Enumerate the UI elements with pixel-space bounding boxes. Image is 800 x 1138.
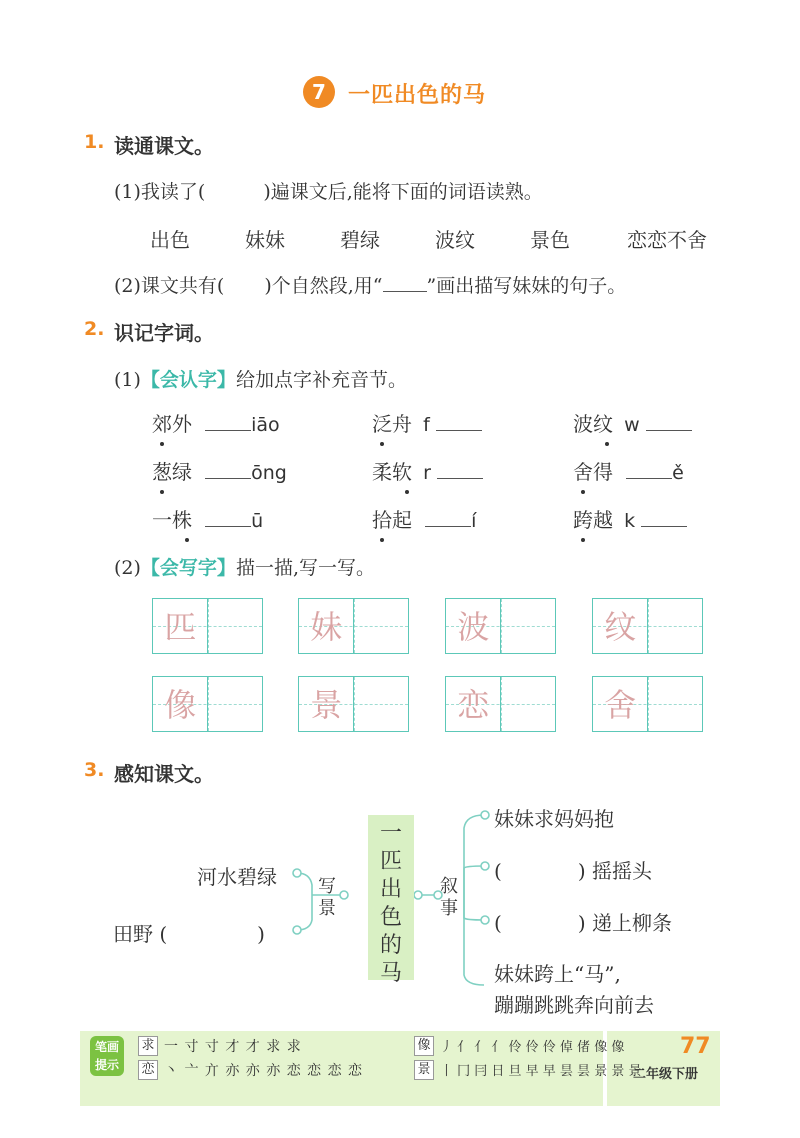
stroke-char: 像	[414, 1036, 434, 1056]
pinyin-item-6: 一株 ū	[152, 508, 264, 532]
q1-heading: 读通课文。	[114, 134, 214, 158]
pinyin-item-2: 波纹 w	[573, 408, 692, 437]
mindmap-event-4b: 蹦蹦跳跳奔向前去	[494, 993, 654, 1017]
stroke-sequence: 丨 冂 冃 日 旦 早 早 昙 昙 景 景 景	[440, 1064, 642, 1079]
q3-number: 3.	[84, 759, 105, 781]
pinyin-item-1: 泛舟 f	[372, 408, 482, 437]
mindmap-event-1: 妹妹求妈妈抱	[494, 807, 614, 831]
stroke-char: 恋	[138, 1060, 158, 1080]
pinyin-item-5: 舍得 ě	[573, 460, 684, 484]
pinyin-item-3: 葱绿 ōng	[152, 460, 287, 484]
q1-word-0: 出色	[150, 228, 190, 252]
pinyin-item-0: 郊外 iāo	[152, 412, 280, 436]
mindmap-event-4a: 妹妹跨上“马”,	[494, 962, 621, 986]
trace-char: 妹	[310, 608, 343, 646]
mindmap-center-title: 一匹出色的马	[379, 821, 402, 986]
q1-word-4: 景色	[530, 228, 570, 252]
lesson-title: 一匹出色的马	[348, 83, 487, 108]
q2-heading: 识记字词。	[114, 321, 214, 345]
q1-word-5: 恋恋不舍	[627, 228, 707, 252]
q2-number: 2.	[84, 318, 105, 340]
page-number: 77	[680, 1034, 711, 1059]
trace-char: 舍	[604, 686, 637, 724]
q1-part1: (1)我读了( )遍课文后,能将下面的词语读熟。	[114, 181, 543, 203]
mindmap-river: 河水碧绿	[197, 865, 277, 889]
trace-char: 纹	[604, 608, 637, 646]
stroke-char: 景	[414, 1060, 434, 1080]
pinyin-item-4: 柔软 r	[372, 456, 483, 485]
lesson-number-badge: 7	[303, 76, 335, 108]
trace-char: 景	[310, 686, 343, 724]
q2-sub1: (1)【会认字】给加点字补充音节。	[114, 369, 407, 391]
stroke-char: 求	[138, 1036, 158, 1056]
q3-heading: 感知课文。	[114, 762, 214, 786]
grade-label: 二年级下册	[633, 1067, 699, 1082]
q2-sub2: (2)【会写字】描一描,写一写。	[114, 557, 375, 579]
trace-char: 像	[164, 686, 197, 724]
stroke-sequence: 丿 亻 亻 亻 伶 伶 伶 倬 偖 像 像	[440, 1040, 625, 1055]
stroke-sequence: 一 寸 寸 才 才 求 求	[164, 1039, 302, 1055]
stroke-sequence: 丶 亠 亣 亦 亦 亦 恋 恋 恋 恋	[164, 1063, 364, 1079]
mindmap-event-2: ( ) 摇摇头	[494, 859, 652, 883]
mindmap-event-3: ( ) 递上柳条	[494, 911, 672, 935]
pinyin-item-7: 拾起 í	[372, 508, 477, 532]
stroke-hint-badge: 笔画提示	[90, 1036, 124, 1076]
q1-number: 1.	[84, 131, 105, 153]
mindmap-field: 田野 ( )	[113, 922, 265, 946]
mindmap-branch-narrative: 叙事	[440, 876, 458, 919]
q1-word-2: 碧绿	[340, 228, 380, 252]
trace-char: 恋	[457, 686, 490, 724]
pinyin-item-8: 跨越 k	[573, 504, 687, 533]
mindmap-branch-scenery: 写景	[318, 876, 336, 919]
q1-word-1: 妹妹	[245, 228, 285, 252]
q1-word-3: 波纹	[435, 228, 475, 252]
trace-char: 波	[457, 608, 490, 646]
trace-char: 匹	[164, 608, 197, 646]
q1-part2: (2)课文共有( )个自然段,用“ ”画出描写妹妹的句子。	[114, 275, 627, 297]
